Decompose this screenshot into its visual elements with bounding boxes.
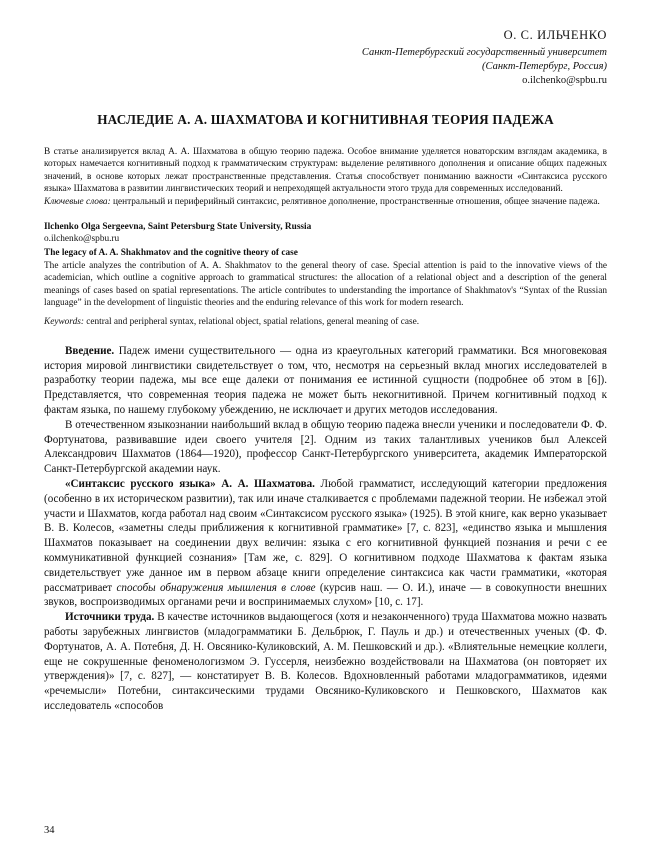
abstract-russian: В статье анализируется вклад А. А. Шахматова в общую теорию падежа. Особое внимание уделяется новаторским взглядам академика, в которых намечается когнитивный подход к грамматическим структурам: выделение релятивного дополнения и описание общих падежных значений, в основе которых лежат пространственные представления. Статья способствует пониманию важности «Синтаксиса русского языка» Шахматова в развитии лингвистических теорий и непреходящей актуальности этого труда для современных исследований. (44, 147, 607, 194)
paragraph-syntax-text-a: Любой грамматист, исследующий категории предложения (особенно в их историческом развитии), так или иначе сталкивается с проблемами падежной теории. Не избежал этой участи и Шахматов, когда работал над своим «Синтаксисом русского языка» (1925). В этой книге, как верно указывает В. В. Колесов, «заметны следы приближения к когнитивной грамматике» [7, с. 823], «единство языка и мышления Шахматов показывает на соединении двух величин: языка с его когнитивной функцией познания и речи с ее коммуникативной функцией сознания» [Там же, с. 829]. О когнитивном подходе Шахматова к фактам языка свидетельствует уже данное им в первом абзаце книги определение синтаксиса как части грамматики, «которая рассматривает (44, 477, 607, 594)
paragraph-sources-lead: Источники труда. (65, 611, 155, 624)
keywords-english (44, 316, 607, 328)
paragraph-intro-text: Падеж имени существительного — одна из краеугольных категорий грамматики. Вся многовековая история мировой лингвистики свидетельствует о том, что, несмотря на серьезный вклад многих исследователей в разработку теории падежа, мы все еще далеки от понимания ее истинной сущности (подробнее об этом в [6]). Представляется, что современная теория падежа не может быть некогнитивной. Причем когнитивный подход к фактам языка, по нашему глубокому убеждению, не исключает и других методов исследования. (44, 344, 607, 416)
english-block (44, 221, 607, 328)
paragraph-intro (44, 344, 607, 418)
paragraph-2: В отечественном языкознании наибольший вклад в общую теорию падежа внесли ученики и последователи Ф. Ф. Фортунатова, развивавшие идеи своего учителя [2]. Одним из таких талантливых учеников был Алексей Александрович Шахматов (1864—1920), профессор Санкт-Петербургского университета, академик Императорской Санкт-Петербургской академии наук. (44, 418, 607, 476)
paragraph-syntax (44, 477, 607, 610)
keywords-english-label: Keywords: (44, 316, 84, 327)
body-text (44, 344, 607, 714)
keywords-english-value: central and peripheral syntax, relational object, spatial relations, general meaning of case. (83, 316, 420, 327)
english-title: The legacy of A. A. Shakhmatov and the cognitive theory of case (44, 247, 298, 258)
paragraph-intro-lead: Введение. (65, 344, 115, 357)
paragraph-syntax-text-b: (курсив наш. — О. И.), иначе — в совокупности внешних звуков, воспроизводимых органами речи и воспринимаемых слухом» [10, с. 17]. (44, 581, 607, 609)
page-number: 34 (44, 825, 55, 836)
author-email: o.ilchenko@spbu.ru (522, 75, 607, 87)
affiliation-line-1: Санкт-Петербургский государственный университет (361, 47, 607, 58)
paragraph-sources-text: В качестве источников выдающегося (хотя и незаконченного) труда Шахматова можно назвать работы зарубежных лингвистов (младограмматики Б. Дельбрюк, Г. Пауль и др.) и отечественных ученых (Ф. Ф. Фортунатов, А. А. Потебня, Д. Н. Овсянико-Куликовский, А. М. Пешковский и др.). «Влиятельные немецкие коллеги, еще не сокрушенные феноменологизмом Э. Гуссерля, неизбежно воздействовали на Шахматова (он повторяет их утверждения)» [7, с. 827], — констатирует В. В. Колесов. Вдохновленный работами младограмматиков, идеями «речемысли» Потебни, синтаксическими трудами Овсянико-Куликовского и Пешковского, Шахматов как исследователь «способов (44, 611, 607, 712)
english-author: Ilchenko Olga Sergeevna, Saint Petersburg State University, Russia (44, 221, 312, 232)
author-name: О. С. ИЛЬЧЕНКО (503, 28, 607, 42)
affiliation-line-2: (Санкт-Петербург, Россия) (482, 61, 607, 73)
author-affiliation (44, 46, 607, 74)
abstract-english: The article analyzes the contribution of A. A. Shakhmatov to the general theory of case. Special attention is paid to the innovative views of the academician, which outline a cognitive approach to grammatical structures: the allocation of a relational object and a description of the general meanings of cases based on spatial representations. The article contributes to understanding the importance of Shakhmatov's “Syntax of the Russian language” in the development of linguistic theories and the enduring relevance of this work for modern research. (44, 261, 607, 308)
paragraph-sources (44, 610, 607, 714)
keywords-russian-label: Ключевые слова: (44, 196, 111, 207)
page-title: НАСЛЕДИЕ А. А. ШАХМАТОВА И КОГНИТИВНАЯ ТЕОРИЯ ПАДЕЖА (97, 112, 554, 128)
author-block (44, 28, 607, 86)
paragraph-syntax-italic: способы обнаружения мышления в слове (116, 581, 316, 594)
keywords-russian-value: центральный и периферийный синтаксис, релятивное дополнение, пространственные отношения, общее значение падежа. (110, 196, 600, 207)
paragraph-syntax-lead: «Синтаксис русского языка» А. А. Шахматова. (65, 477, 315, 490)
english-email: o.ilchenko@spbu.ru (44, 234, 120, 245)
keywords-russian (44, 196, 607, 208)
